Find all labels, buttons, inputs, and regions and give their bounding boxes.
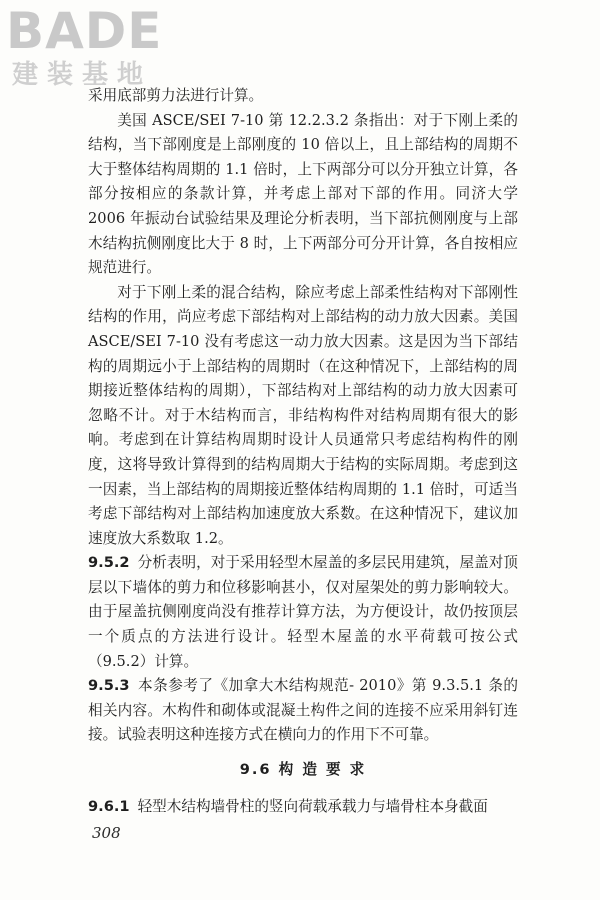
- page-number: 308: [92, 824, 121, 842]
- clause-number: 9.6.1: [88, 797, 130, 815]
- logo-chinese-text: 建装基地: [12, 60, 153, 90]
- clause-number: 9.5.3: [88, 677, 130, 695]
- logo-wordmark: BADE: [6, 2, 163, 60]
- bade-logo: [6, 4, 196, 96]
- paragraph-continuation: 采用底部剪力法进行计算。: [88, 87, 264, 104]
- section-title: 9.6 构 造 要 求: [239, 761, 367, 779]
- clause-number: 9.5.2: [88, 554, 130, 572]
- clause-text: 轻型木结构墙骨柱的竖向荷载承载力与墙骨柱本身截面: [137, 797, 488, 815]
- paragraph-hybrid-structure: 对于下刚上柔的混合结构，除应考虑上部柔性结构对下部刚性结构的作用，尚应考虑下部结构对上部结构的动力放大因素。美国 ASCE/SEI 7-10 没有考虑这一动力放大因素。这是因为当下部结构的周期远小于上部结构的周期时（在这种情况下，上部结构的周期接近整体结构的周期），下部结构对上部结构的动力放大因素可忽略不计。对于木结构而言，非结构构件对结构周期有很大的影响。考虑到在计算结构周期时设计人员通常只考虑结构构件的刚度，这将导致计算得到的结构周期大于结构的实际周期。考虑到这一因素，当上部结构的周期接近整体结构周期的 1.1 倍时，可适当考虑下部结构对上部结构加速度放大系数。在这种情况下，建议加速度放大系数取 1.2。: [88, 283, 518, 547]
- clause-text: 分析表明，对于采用轻型木屋盖的多层民用建筑，屋盖对顶层以下墙体的剪力和位移影响甚小，仅对屋架处的剪力影响较大。由于屋盖抗侧刚度尚没有推荐计算方法，为方便设计，故仍按顶层一个质点的方法进行设计。轻型木屋盖的水平荷载可按公式（9.5.2）计算。: [88, 554, 518, 670]
- clause-9-6-1: [88, 795, 518, 820]
- clause-9-5-2: [88, 551, 518, 674]
- clause-text: 本条参考了《加拿大木结构规范- 2010》第 9.3.5.1 条的相关内容。木构件和砌体或混凝土构件之间的连接不应采用斜钉连接。试验表明这种连接方式在横向力的作用下不可靠。: [88, 677, 518, 744]
- clause-9-5-3: [88, 674, 518, 748]
- page-body: [88, 84, 518, 819]
- paragraph-asce-clause: 美国 ASCE/SEI 7-10 第 12.2.3.2 条指出：对于下刚上柔的结构，当下部刚度是上部刚度的 10 倍以上，且上部结构的周期不大于整体结构周期的 1.1 倍时，上下两部分可以分开独立计算，各部分按相应的条款计算，并考虑上部对下部的作用。同济大学 2006 年振动台试验结果及理论分析表明，当下部抗侧刚度与上部木结构抗侧刚度比大于 8 时，上下两部分可分开计算，各自按相应规范进行。: [88, 111, 518, 277]
